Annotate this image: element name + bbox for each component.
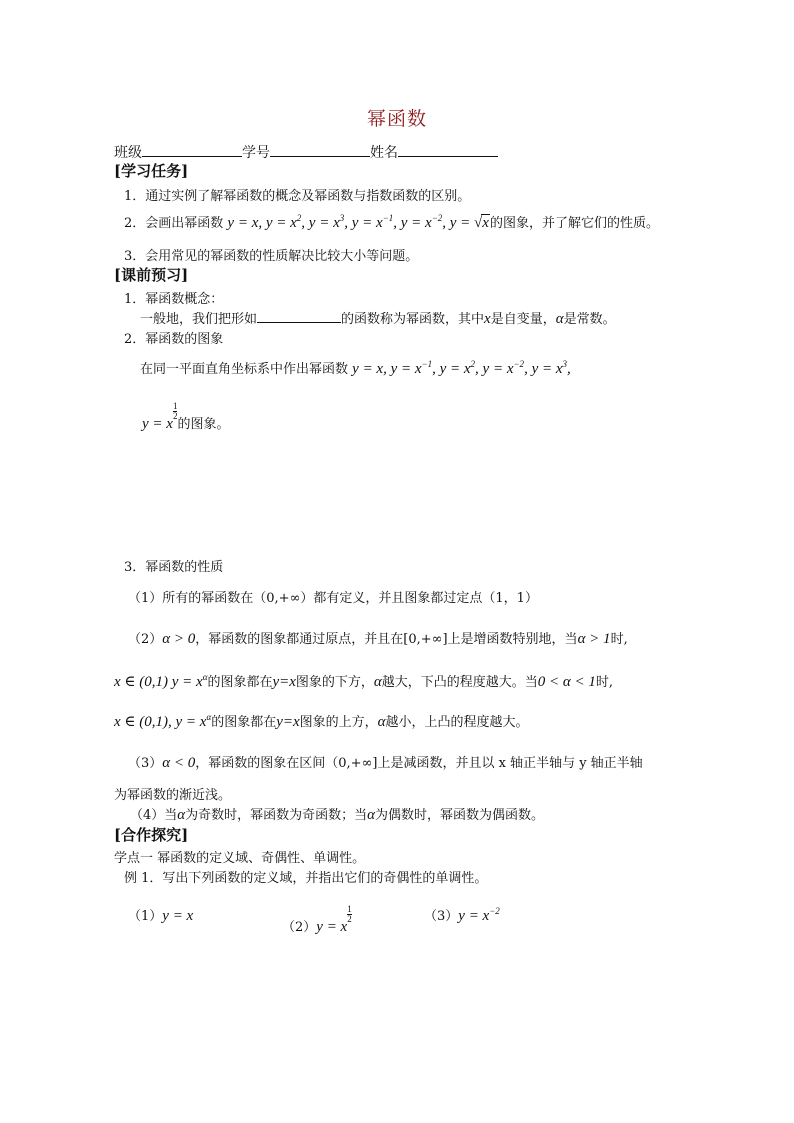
section-heading-tasks: [学习任务]: [114, 162, 189, 180]
option-1-expr: y = x: [162, 908, 194, 924]
page-title: 幂函数: [366, 108, 427, 130]
class-field[interactable]: [142, 144, 242, 157]
option-3-expr: $y = x^{-2}$: [458, 906, 500, 924]
graph-function-list: y = x, $y = x^{-1}$, $y = x^2$, $y = x^{-2}$, $y = x^3$,: [352, 359, 571, 377]
power-alpha: $y = x^\alpha$: [168, 672, 208, 690]
property-4: （4）当α为奇数时，幂函数为奇函数；当α为偶数时，幂函数为偶函数。: [130, 807, 545, 823]
definition-blank[interactable]: [257, 310, 341, 323]
study-point-1: 学点一 幂函数的定义域、奇偶性、单调性。: [114, 851, 366, 866]
power-function-list: y = x, $y = x^2$, $y = x^3$, $y = x^{-1}$, $y = x^{-2}$, y = √x: [227, 213, 489, 231]
class-label: 班级: [114, 145, 142, 161]
property-2-line-1: （2）α > 0，幂函数的图象都通过原点，并且在[0,+∞]上是增函数特别地，当α > 1时,: [128, 631, 628, 647]
example-1-option-2: （2）y = x $\frac{1}{2}$: [282, 904, 352, 935]
graph-instruction-line-2: y = x $\frac{1}{2}$ 的图象。: [142, 401, 230, 432]
option-2-expr: y = x $\frac{1}{2}$: [316, 904, 352, 935]
id-label: 学号: [242, 145, 270, 161]
preview-item-2-title: 2．幂函数的图象: [124, 332, 224, 347]
property-3-line-1: （3）α < 0，幂函数的图象在区间（0,+∞]上是减函数，并且以 x 轴正半轴与 y 轴正半轴: [128, 755, 643, 771]
sqrt-function: y = x $\frac{1}{2}$: [142, 401, 178, 432]
name-label: 姓名: [370, 145, 398, 161]
graph-instruction-line-1: 在同一平面直角坐标系中作出幂函数 y = x, $y = x^{-1}$, $y = x^2$, $y = x^{-2}$, $y = x^3$,: [140, 359, 571, 377]
example-1: 例 1．写出下列函数的定义域，并指出它们的奇偶性的单调性。: [124, 871, 488, 886]
example-1-option-3: $(3)y = x^{-2}$: [424, 906, 500, 924]
section-heading-coop: [合作探究]: [114, 826, 189, 844]
task-item-1: 1．通过实例了解幂函数的概念及幂函数与指数函数的区别。: [124, 189, 471, 204]
property-2-line-2: x ∈ (0,1) $y = x^\alpha$的图象都在y=x图象的下方，α越大，下凸的程度越大。当0 < α < 1时,: [114, 672, 614, 690]
example-1-option-1: （1）y = x: [128, 908, 194, 924]
power-alpha: , $y = x^\alpha$: [168, 712, 212, 730]
section-heading-preview: [课前预习]: [114, 266, 189, 284]
task-item-2: 2．会画出幂函数 y = x, $y = x^2$, $y = x^3$, $y = x^{-1}$, $y = x^{-2}$, y = √x的图象，并了解它们的性质。: [124, 213, 659, 231]
property-3-line-2: 为幂函数的渐近浅。: [114, 788, 232, 803]
id-field[interactable]: [270, 144, 370, 157]
property-1: （1）所有的幂函数在（0,+∞）都有定义，并且图象都过定点（1，1）: [128, 591, 538, 606]
preview-item-1-title: 1．幂函数概念：: [124, 292, 224, 307]
graph-drawing-area[interactable]: [114, 430, 684, 550]
name-field[interactable]: [398, 144, 498, 157]
task-item-3: 3．会用常见的幂函数的性质解决比较大小等问题。: [124, 249, 419, 264]
preview-item-3-title: 3．幂函数的性质: [124, 560, 224, 575]
student-info-line: [114, 142, 498, 162]
preview-definition: 一般地，我们把形如 的函数称为幂函数，其中x是自变量，α是常数。: [140, 311, 616, 327]
property-2-line-3: x ∈ (0,1), $y = x^\alpha$的图象都在y=x图象的上方，α越小，上凸的程度越大。: [114, 712, 529, 730]
